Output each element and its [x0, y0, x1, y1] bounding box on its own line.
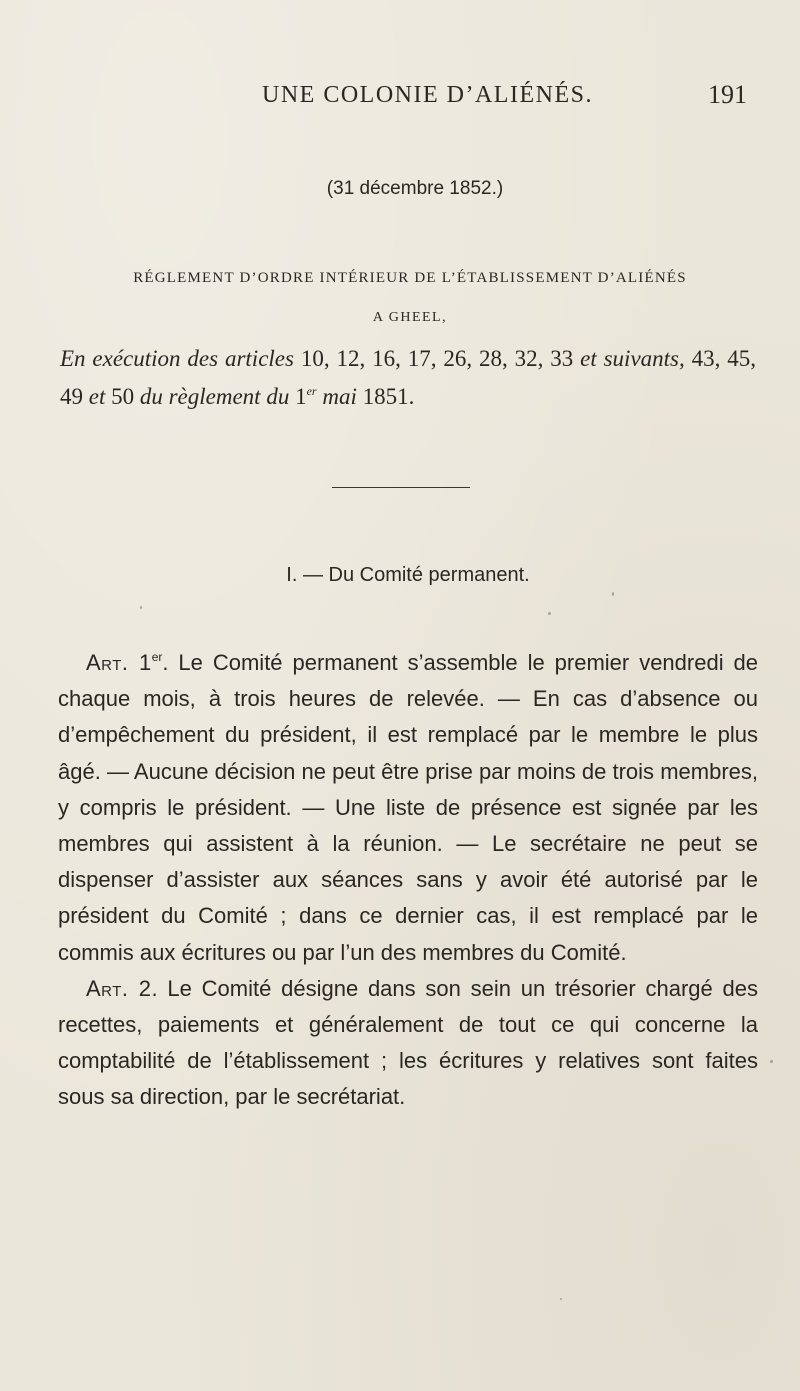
preamble-year: 1851.	[362, 384, 415, 409]
article-1	[58, 645, 758, 971]
regulation-title-line2: A GHEEL,	[372, 310, 448, 325]
preamble-text: du règlement du	[134, 384, 296, 409]
preamble-text: et suivants,	[573, 346, 692, 371]
section-heading: I. — Du Comité permanent.	[286, 564, 530, 586]
preamble-article-numbers: 10, 12, 16, 17, 26, 28, 32, 33	[300, 346, 574, 371]
article-label-suffix: er	[151, 650, 163, 664]
paper-speck	[548, 612, 551, 615]
article-2	[58, 971, 758, 1116]
preamble-day-suffix: er	[306, 384, 317, 398]
paper-speck	[612, 592, 614, 596]
running-head	[0, 76, 800, 116]
preamble-article-numbers: 50	[111, 384, 135, 409]
running-title: UNE COLONIE D’ALIÉNÉS.	[262, 82, 593, 108]
article-label: Art. 2	[86, 975, 152, 1001]
preamble-text: et	[83, 384, 112, 409]
preamble-day: 1	[295, 384, 307, 409]
article-label: Art. 1	[86, 650, 152, 675]
preamble-text: En exécution des articles	[60, 346, 301, 371]
section-divider-rule	[332, 487, 470, 488]
paper-speck	[770, 1060, 773, 1063]
articles-body	[58, 645, 758, 1116]
paper-speck	[560, 1298, 562, 1300]
regulation-title	[60, 258, 760, 338]
preamble-article-numbers: 43, 45, 49	[60, 346, 757, 409]
article-text: . Le Comité désigne dans son sein un trésorier chargé des recettes, paiements et généralement de tout ce qui concerne la comptabilité de l’établissement ; les écritures y relatives sont faites sous sa direction, par le secrétariat.	[58, 975, 759, 1110]
page-number: 191	[708, 80, 747, 109]
preamble	[60, 340, 756, 416]
date-line: (31 décembre 1852.)	[326, 178, 504, 199]
regulation-title-line1: RÉGLEMENT D’ORDRE INTÉRIEUR DE L’ÉTABLISSEMENT D’ALIÉNÉS	[133, 270, 687, 286]
article-text: . Le Comité permanent s’assemble le premier vendredi de chaque mois, à trois heures de relevée. — En cas d’absence ou d’empêchement du président, il est remplacé par le membre le plus âgé. — Aucune décision ne peut être prise par moins de trois membres, y compris le président. — Une liste de présence est signée par les membres qui assistent à la réunion. — Le secrétaire ne peut se dispenser d’assister aux séances sans y avoir été autorisé par le président du Comité ; dans ce dernier cas, il est remplacé par le commis aux écritures ou par l’un des membres du Comité.	[58, 650, 758, 965]
paper-speck	[140, 606, 142, 609]
preamble-text: mai	[316, 384, 363, 409]
